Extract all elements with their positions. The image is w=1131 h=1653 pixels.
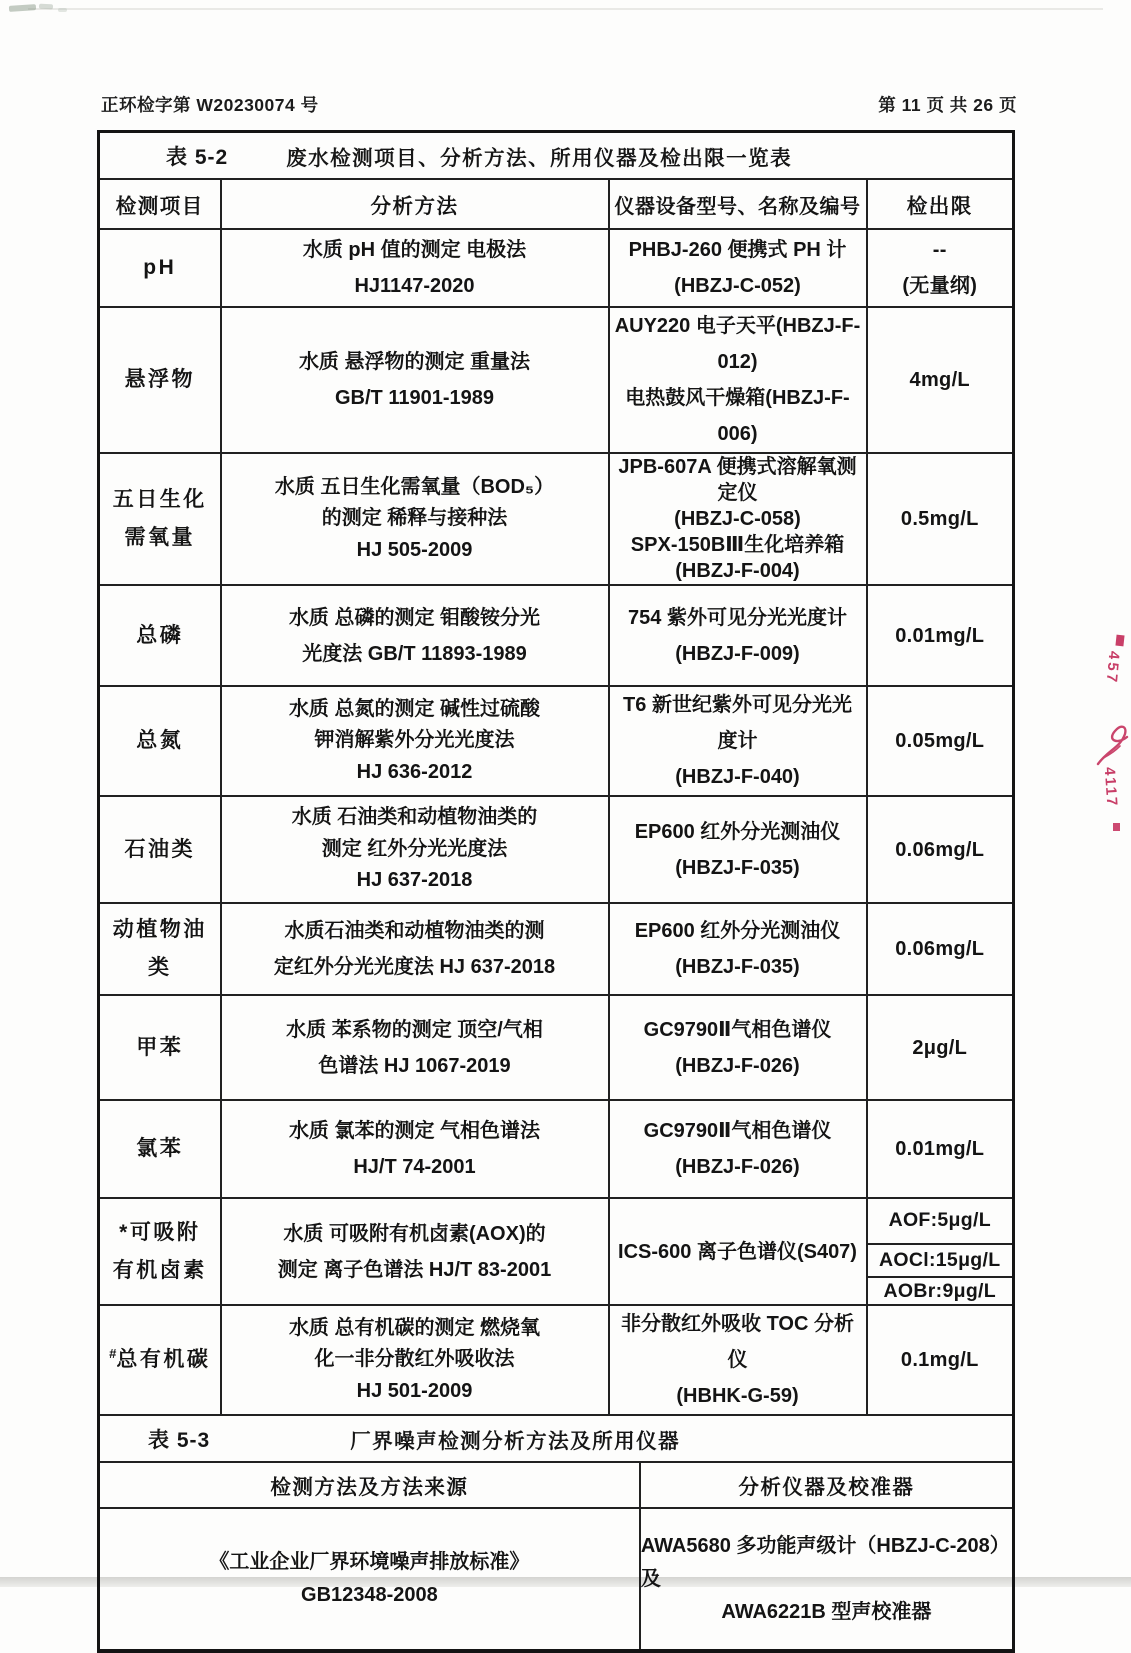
instrument-cell: AUY220 电子天平(HBZJ-F-012) 电热鼓风干燥箱(HBZJ-F-006) xyxy=(609,307,867,453)
noise-column-header-instrument: 分析仪器及校准器 xyxy=(641,1463,1012,1509)
table-row xyxy=(99,995,1014,1100)
instrument-cell: T6 新世纪紫外可见分光光度计 (HBZJ-F-040) xyxy=(609,686,867,796)
table-5-3-title: 厂界噪声检测分析方法及所用仪器 xyxy=(350,1429,681,1453)
limit-cell: 4mg/L xyxy=(867,307,1014,453)
table-row xyxy=(99,1198,1014,1305)
instrument-cell: GC9790Ⅱ气相色谱仪 (HBZJ-F-026) xyxy=(609,1100,867,1198)
instrument-cell: ICS-600 离子色谱仪(S407) xyxy=(609,1198,867,1305)
noise-instrument-cell: AWA5680 多功能声级计（HBZJ-C-208）及 AWA6221B 型声校准器 xyxy=(640,1534,1010,1623)
doc-number: 正环检字第 W20230074 号 xyxy=(101,95,319,115)
column-header-item: 检测项目 xyxy=(99,179,221,229)
instrument-cell: PHBJ-260 便携式 PH 计 (HBZJ-C-052) xyxy=(609,229,867,307)
limit-cell: 0.06mg/L xyxy=(867,796,1014,903)
method-cell: 水质 pH 值的测定 电极法 HJ1147-2020 xyxy=(221,229,609,307)
method-cell: 水质 悬浮物的测定 重量法 GB/T 11901-1989 xyxy=(221,307,609,453)
item-cell: 五日生化 需氧量 xyxy=(99,453,221,585)
table-5-2-label: 表 5-2 xyxy=(166,145,229,169)
red-stamp-text: 4117 xyxy=(1100,766,1121,809)
column-header-limit: 检出限 xyxy=(867,179,1014,229)
table-row xyxy=(99,585,1014,686)
red-stamp-text: 457 xyxy=(1102,650,1123,686)
table-row xyxy=(99,686,1014,796)
sub-limit: AOF:5μg/L xyxy=(888,1209,991,1232)
scan-smudge xyxy=(39,4,53,10)
instrument-cell: GC9790Ⅱ气相色谱仪 (HBZJ-F-026) xyxy=(609,995,867,1100)
item-cell: 悬浮物 xyxy=(99,307,221,453)
limit-cell: 0.5mg/L xyxy=(867,453,1014,585)
item-cell: *可吸附 有机卤素 xyxy=(99,1198,221,1305)
limit-cell xyxy=(867,1198,1014,1305)
method-cell: 水质 五日生化需氧量（BOD₅） 的测定 稀释与接种法 HJ 505-2009 xyxy=(221,453,609,585)
limit-cell: 2μg/L xyxy=(867,995,1014,1100)
table-5-3-label: 表 5-3 xyxy=(148,1428,211,1452)
scan-edge-artifact xyxy=(28,8,1103,10)
table-5-3 xyxy=(100,1463,1012,1649)
table-row xyxy=(99,307,1014,453)
table-row xyxy=(99,796,1014,903)
item-cell: #总有机碳 xyxy=(99,1305,221,1415)
method-cell: 水质 总有机碳的测定 燃烧氧 化一非分散红外吸收法 HJ 501-2009 xyxy=(221,1305,609,1415)
method-cell: 水质 氯苯的测定 气相色谱法 HJ/T 74-2001 xyxy=(221,1100,609,1198)
table-row xyxy=(99,903,1014,995)
item-cell: 石油类 xyxy=(99,796,221,903)
method-cell: 水质 总磷的测定 钼酸铵分光 光度法 GB/T 11893-1989 xyxy=(221,585,609,686)
item-cell: 甲苯 xyxy=(99,995,221,1100)
scan-smudge xyxy=(9,4,36,12)
table-5-2-header-row xyxy=(99,179,1014,229)
item-cell: pH xyxy=(99,229,221,307)
instrument-cell: EP600 红外分光测油仪 (HBZJ-F-035) xyxy=(609,903,867,995)
method-cell: 水质 苯系物的测定 顶空/气相 色谱法 HJ 1067-2019 xyxy=(221,995,609,1100)
item-cell: 氯苯 xyxy=(99,1100,221,1198)
red-stamp-square xyxy=(1115,635,1124,647)
table-5-3-caption-row xyxy=(99,1415,1014,1462)
red-stamp-square xyxy=(1113,823,1120,831)
limit-cell: 0.06mg/L xyxy=(867,903,1014,995)
table-5-3-content-row xyxy=(99,1462,1014,1651)
instrument-cell: EP600 红外分光测油仪 (HBZJ-F-035) xyxy=(609,796,867,903)
table-5-2-caption-row xyxy=(99,132,1014,180)
method-cell: 水质 石油类和动植物油类的 测定 红外分光光度法 HJ 637-2018 xyxy=(221,796,609,903)
page-number-info: 第 11 页 共 26 页 xyxy=(878,95,1017,115)
sub-limit: AOBr:9μg/L xyxy=(868,1276,1013,1304)
instrument-cell: 非分散红外吸收 TOC 分析仪 (HBHK-G-59) xyxy=(609,1305,867,1415)
item-cell: 总磷 xyxy=(99,585,221,686)
method-cell: 水质 可吸附有机卤素(AOX)的 测定 离子色谱法 HJ/T 83-2001 xyxy=(221,1198,609,1305)
table-5-2-title: 废水检测项目、分析方法、所用仪器及检出限一览表 xyxy=(286,146,793,170)
instrument-cell: 754 紫外可见分光光度计 (HBZJ-F-009) xyxy=(609,585,867,686)
limit-cell: 0.1mg/L xyxy=(867,1305,1014,1415)
noise-column-header-method: 检测方法及方法来源 xyxy=(100,1463,641,1509)
red-scribble-icon xyxy=(1094,710,1130,768)
report-table xyxy=(97,130,1015,1653)
red-stamp-mark xyxy=(1090,615,1131,855)
noise-method-cell: 《工业企业厂界环境噪声排放标准》 GB12348-2008 xyxy=(100,1509,641,1649)
page-header xyxy=(0,92,1131,118)
table-row xyxy=(99,229,1014,307)
item-cell: 总氮 xyxy=(99,686,221,796)
scan-smudge xyxy=(58,8,67,12)
table-row xyxy=(99,1100,1014,1198)
method-cell: 水质 总氮的测定 碱性过硫酸 钾消解紫外分光光度法 HJ 636-2012 xyxy=(221,686,609,796)
column-header-instrument: 仪器设备型号、名称及编号 xyxy=(609,179,867,229)
limit-cell: 0.05mg/L xyxy=(867,686,1014,796)
method-cell: 水质石油类和动植物油类的测 定红外分光光度法 HJ 637-2018 xyxy=(221,903,609,995)
item-cell: 动植物油类 xyxy=(99,903,221,995)
column-header-method: 分析方法 xyxy=(221,179,609,229)
limit-cell: 0.01mg/L xyxy=(867,1100,1014,1198)
limit-cell: 0.01mg/L xyxy=(867,585,1014,686)
instrument-cell: JPB-607A 便携式溶解氧测定仪 (HBZJ-C-058) SPX-150BⅢ生化培养箱 (HBZJ-F-004) xyxy=(609,453,867,585)
table-5-2-body xyxy=(99,229,1014,1415)
sub-limit: AOCl:15μg/L xyxy=(868,1243,1013,1277)
table-row xyxy=(99,1305,1014,1415)
limit-cell: -- (无量纲) xyxy=(867,229,1014,307)
table-row xyxy=(99,453,1014,585)
